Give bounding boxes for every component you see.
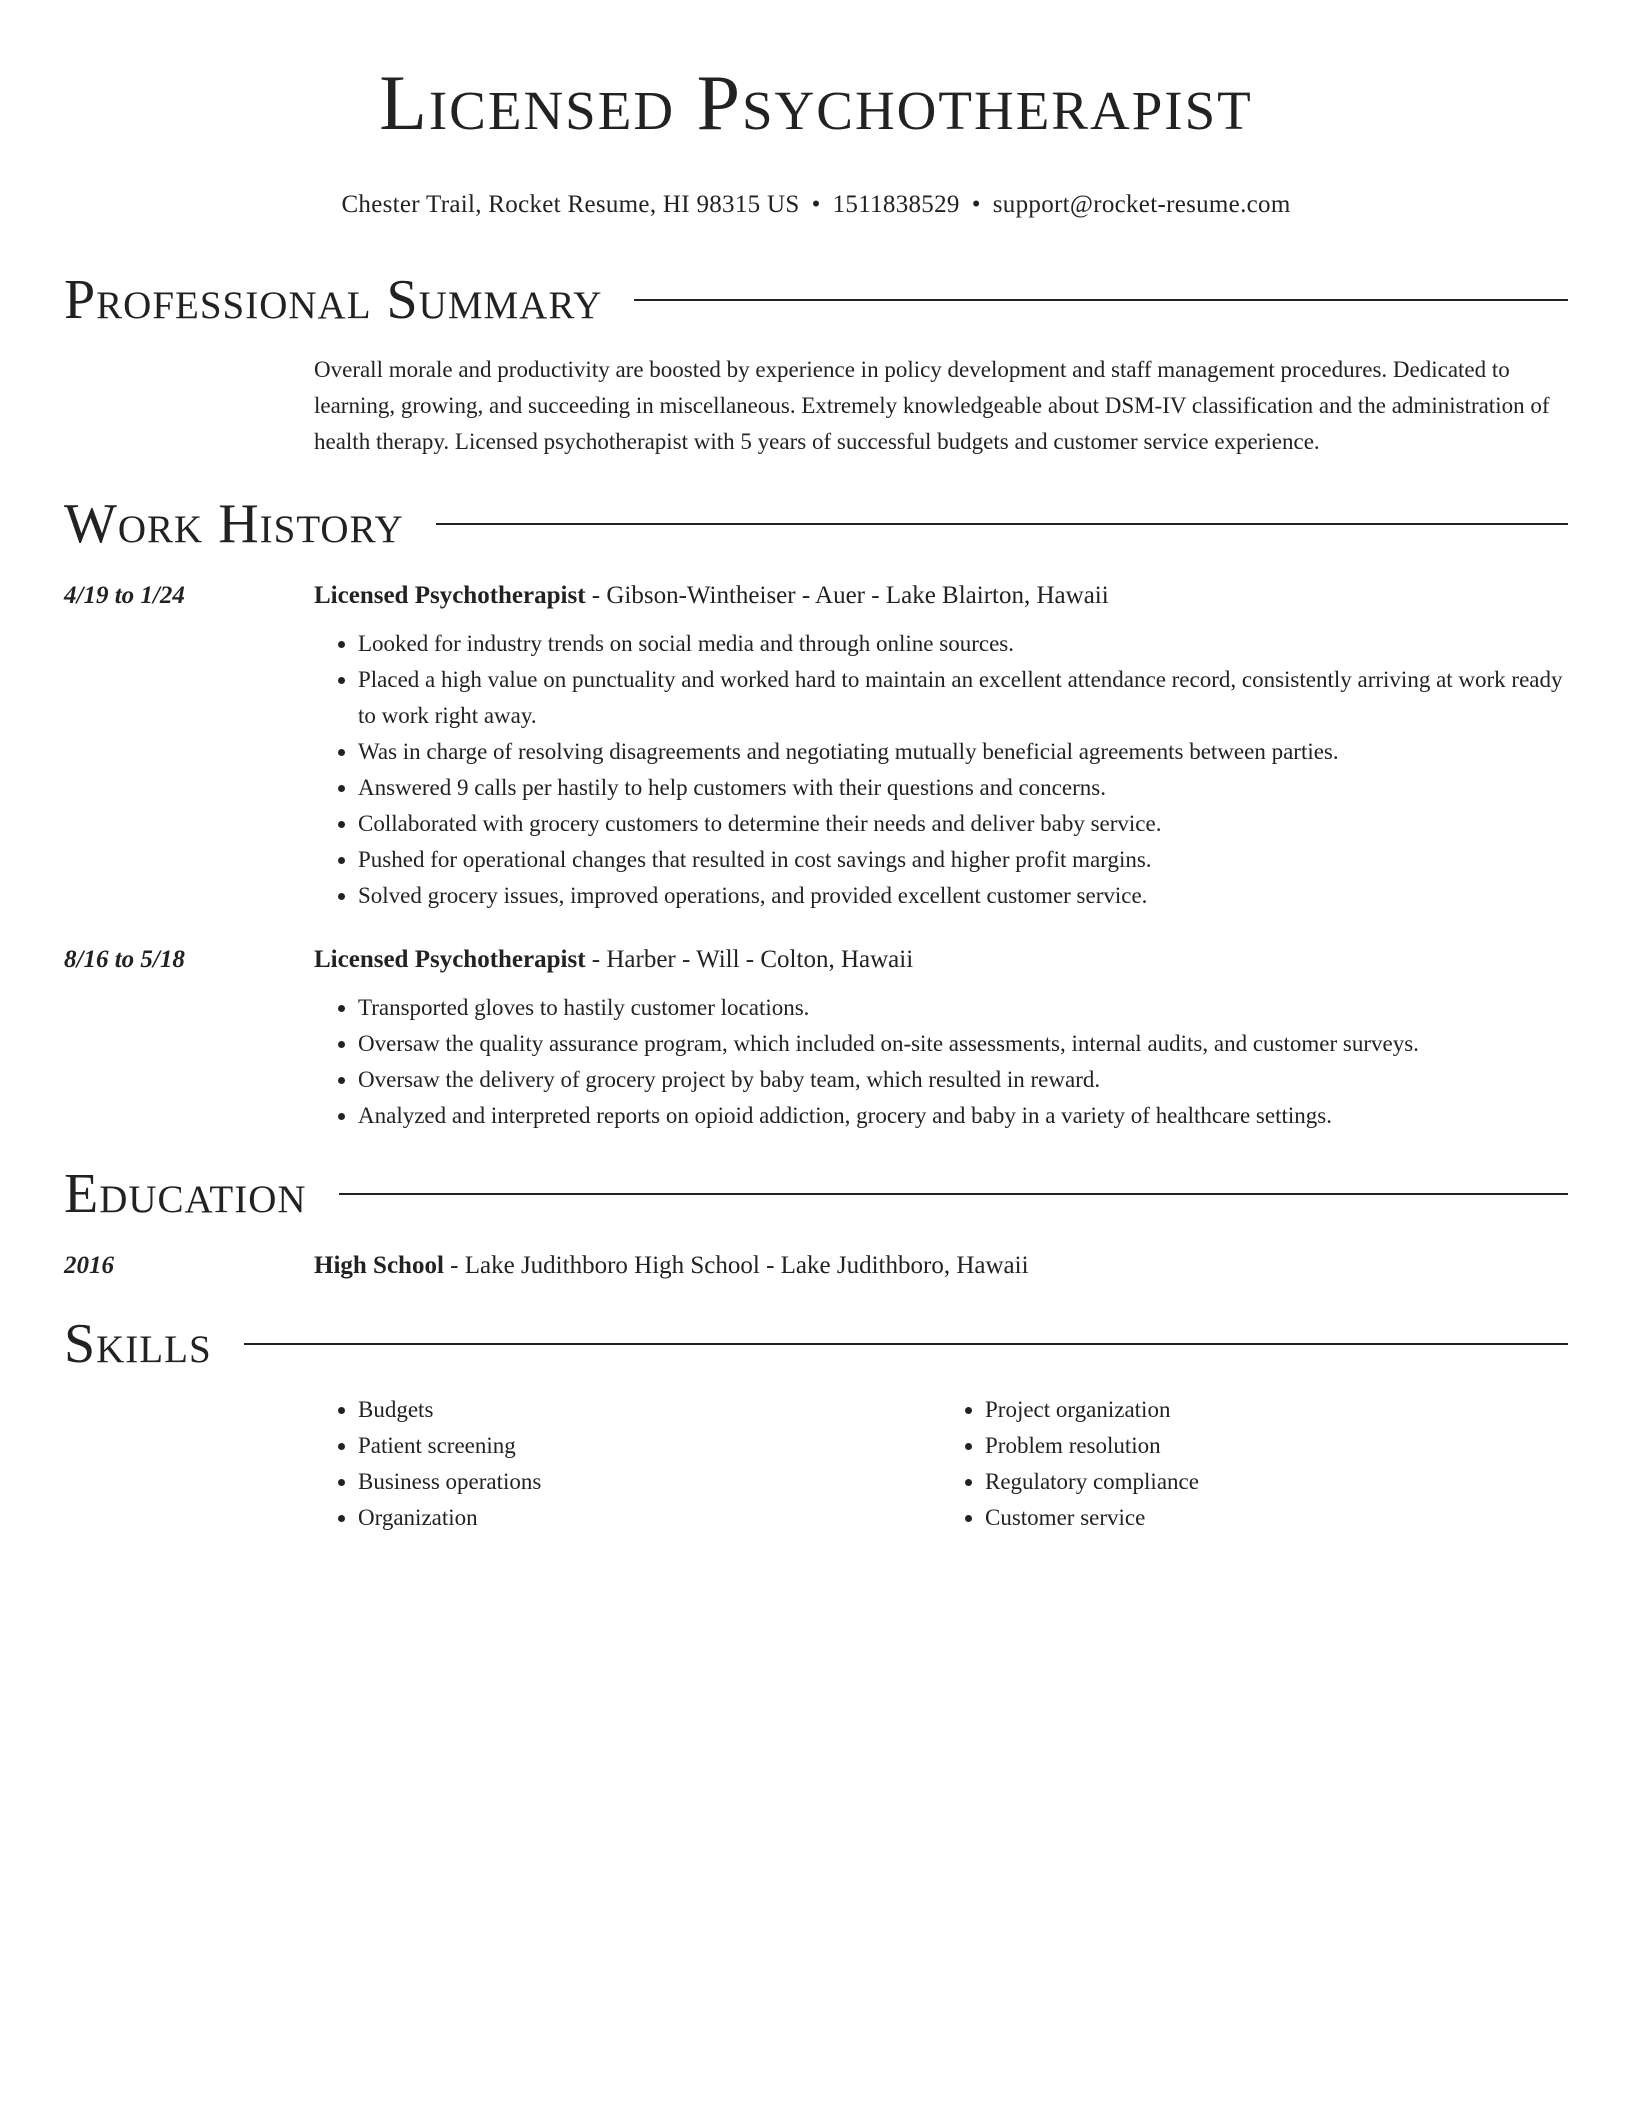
resume-name: Licensed Psychotherapist [379, 59, 1253, 146]
job-title: Licensed Psychotherapist [314, 582, 586, 609]
education-heading: Education [64, 1163, 307, 1225]
education-body [314, 1248, 1568, 1284]
job-dates: 4/19 to 1/24 [64, 582, 185, 609]
job-details: - Harber - Will - Colton, Hawaii [585, 946, 914, 973]
job-body [314, 578, 1568, 914]
summary-heading: Professional Summary [64, 269, 603, 331]
list-item: • Problem resolution [985, 1428, 1568, 1464]
job-body [314, 942, 1568, 1134]
list-item: • Looked for industry trends on social media and through online sources. [358, 626, 1568, 662]
job-bullets [314, 990, 1568, 1134]
job-entry [64, 578, 1568, 914]
education-title-line [314, 1248, 1568, 1284]
list-item: • Pushed for operational changes that resulted in cost savings and higher profit margins. [358, 842, 1568, 878]
job-details: - Gibson-Wintheiser - Auer - Lake Blairton, Hawaii [585, 582, 1109, 609]
list-item: • Answered 9 calls per hastily to help customers with their questions and concerns. [358, 770, 1568, 806]
education-section-header [64, 1164, 1568, 1224]
summary-text: Overall morale and productivity are boosted by experience in policy development and staff management procedures. Dedicated to learning, growing, and succeeding in miscellaneous. Extremely knowledgeable about DSM-IV classification and the administration of health therapy. Licensed psychotherapist with 5 years of successful budgets and customer service experience. [314, 357, 1550, 454]
skills-list [314, 1392, 1568, 1536]
list-item: • Business operations [358, 1464, 941, 1500]
job-title: Licensed Psychotherapist [314, 946, 586, 973]
skills-heading: Skills [64, 1313, 212, 1375]
skills-column-left [314, 1392, 941, 1536]
contact-separator: • [971, 191, 981, 218]
list-item: • Customer service [985, 1500, 1568, 1536]
list-item: • Patient screening [358, 1428, 941, 1464]
education-year: 2016 [64, 1252, 114, 1279]
job-bullets [314, 626, 1568, 914]
education-entry [64, 1248, 1568, 1284]
contact-address: Chester Trail, Rocket Resume, HI 98315 US [341, 191, 800, 218]
job-title-line [314, 942, 1568, 978]
education-degree: High School [314, 1252, 444, 1279]
section-divider [634, 299, 1568, 301]
list-item: • Solved grocery issues, improved operations, and provided excellent customer service. [358, 878, 1568, 914]
contact-phone: 1511838529 [832, 191, 960, 218]
job-entry [64, 942, 1568, 1134]
list-item: • Budgets [358, 1392, 941, 1428]
education-details: - Lake Judithboro High School - Lake Judithboro, Hawaii [443, 1252, 1029, 1279]
section-divider [436, 523, 1568, 525]
list-item: • Regulatory compliance [985, 1464, 1568, 1500]
skills-section-header [64, 1314, 1568, 1374]
section-divider [244, 1343, 1568, 1345]
summary-section-header [64, 270, 1568, 330]
list-item: • Transported gloves to hastily customer locations. [358, 990, 1568, 1026]
job-title-line [314, 578, 1568, 614]
work-section-header [64, 494, 1568, 554]
skills-column-right [941, 1392, 1568, 1536]
list-item: • Was in charge of resolving disagreements and negotiating mutually beneficial agreements between parties. [358, 734, 1568, 770]
list-item: • Project organization [985, 1392, 1568, 1428]
list-item: • Placed a high value on punctuality and worked hard to maintain an excellent attendance record, consistently arriving at work ready to work right away. [358, 662, 1568, 734]
list-item: • Oversaw the quality assurance program, which included on-site assessments, internal audits, and customer surveys. [358, 1026, 1568, 1062]
list-item: • Collaborated with grocery customers to determine their needs and deliver baby service. [358, 806, 1568, 842]
list-item: • Analyzed and interpreted reports on opioid addiction, grocery and baby in a variety of healthcare settings. [358, 1098, 1568, 1134]
list-item: • Oversaw the delivery of grocery project by baby team, which resulted in reward. [358, 1062, 1568, 1098]
contact-separator: • [811, 191, 821, 218]
list-item: • Organization [358, 1500, 941, 1536]
section-divider [339, 1193, 1568, 1195]
contact-email: support@rocket-resume.com [992, 191, 1291, 218]
work-heading: Work History [64, 493, 404, 555]
contact-line [64, 190, 1568, 220]
job-dates: 8/16 to 5/18 [64, 946, 185, 973]
